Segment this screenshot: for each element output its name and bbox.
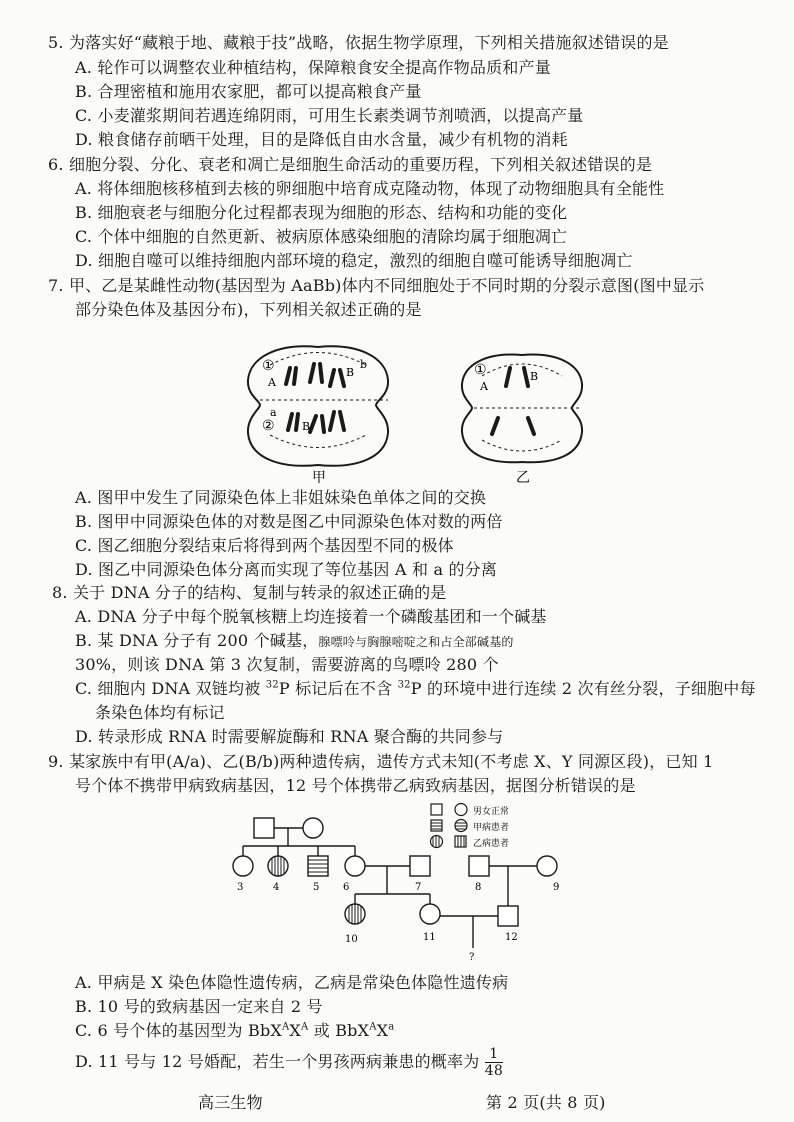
q7-cell-division-figure: [230, 330, 590, 490]
q6-option-d: D. 细胞自噬可以维持细胞内部环境的稳定，激烈的细胞自噬可能诱导细胞凋亡: [75, 251, 633, 270]
q9-d-text: D. 11 号与 12 号婚配，若生一个男孩两病兼患的概率为: [75, 1052, 480, 1071]
q7-stem-line2: 部分染色体及基因分布)，下列相关叙述正确的是: [75, 300, 422, 319]
num-4: 4: [273, 882, 280, 893]
q8-option-b-text: B. 某 DNA 分子有 200 个碱基，: [75, 631, 319, 650]
q9-c-sup4: a: [388, 1021, 395, 1033]
q9-c-part4: X: [376, 1021, 389, 1040]
pedigree-unknown-child: ?: [469, 952, 475, 963]
cell-jia-gene-b-lower: b: [360, 358, 368, 371]
num-5: 5: [313, 882, 320, 893]
cell-jia-gene-b2: B: [302, 420, 311, 433]
cell-jia-gene-b-upper: B: [346, 366, 355, 379]
q9-option-d: [75, 1046, 503, 1079]
q8-c-part2: P 标记后在不含: [278, 679, 398, 698]
q9-c-sup1: A: [282, 1021, 290, 1033]
num-10: 10: [345, 934, 358, 945]
num-7: 7: [415, 882, 422, 893]
q9-pedigree-chart: [215, 798, 575, 970]
q7-option-c: C. 图乙细胞分裂结束后将得到两个基因型不同的极体: [75, 536, 454, 555]
q8-c-part3: P 的环境中进行连续 2 次有丝分裂，子细胞中每: [410, 679, 756, 698]
q9-option-a: A. 甲病是 X 染色体隐性遗传病，乙病是常染色体隐性遗传病: [75, 973, 509, 992]
q5-option-d: D. 粮食储存前晒干处理，目的是降低自由水含量，减少有机物的消耗: [75, 130, 568, 149]
cell-jia-gene-a-upper: A: [268, 376, 276, 389]
q8-option-a: A. DNA 分子中每个脱氧核糖上均连接着一个磷酸基团和一个碱基: [75, 607, 547, 626]
q9-d-numerator: 1: [485, 1046, 503, 1063]
num-3: 3: [237, 882, 244, 893]
q8-option-c-line1: [75, 678, 756, 700]
q6-stem: 6. 细胞分裂、分化、衰老和凋亡是细胞生命活动的重要历程，下列相关叙述错误的是: [48, 155, 653, 174]
num-9: 9: [553, 882, 560, 893]
legend-normal: 男女正常: [473, 807, 510, 817]
num-11: 11: [423, 932, 436, 943]
q8-option-d: D. 转录形成 RNA 时需要解旋酶和 RNA 聚合酶的共同参与: [75, 727, 504, 746]
num-6: 6: [343, 882, 350, 893]
q9-d-fraction: [485, 1046, 503, 1079]
pedigree-legend: [431, 804, 468, 848]
q9-c-part1: C. 6 号个体的基因型为 BbX: [75, 1021, 282, 1040]
cell-jia-gene-a-lower: a: [270, 406, 277, 419]
q5-option-a: A. 轮作可以调整农业种植结构，保障粮食安全提高作物品质和产量: [75, 58, 551, 77]
cell-jia-label-1: ①: [262, 358, 275, 374]
footer-page-number: 第 2 页(共 8 页): [486, 1093, 606, 1112]
q7-option-b: B. 图甲中同源染色体的对数是图乙中同源染色体对数的两倍: [75, 512, 503, 531]
q7-option-a: A. 图甲中发生了同源染色体上非姐妹染色单体之间的交换: [75, 488, 487, 507]
q7-stem-line1: 7. 甲、乙是某雌性动物(基因型为 AaBb)体内不同细胞处于不同时期的分裂示意图(图中显示: [48, 276, 705, 295]
num-8: 8: [475, 882, 482, 893]
q6-option-b: B. 细胞衰老与细胞分化过程都表现为细胞的形态、结构和功能的变化: [75, 203, 568, 222]
q9-option-b: B. 10 号的致病基因一定来自 2 号: [75, 997, 323, 1016]
cell-yi-gene-a: A: [480, 380, 488, 393]
q6-option-c: C. 个体中细胞的自然更新、被病原体感染细胞的清除均属于细胞凋亡: [75, 227, 568, 246]
q8-option-b-small: 腺嘌呤与胸腺嘧啶之和占全部碱基的: [318, 635, 514, 649]
q5-stem: 5. 为落实好“藏粮于地、藏粮于技”战略，依据生物学原理，下列相关措施叙述错误的是: [48, 33, 669, 52]
q9-stem-line2: 号个体不携带甲病致病基因，12 号个体携带乙病致病基因，据图分析错误的是: [75, 776, 636, 795]
q8-stem: 8. 关于 DNA 分子的结构、复制与转录的叙述正确的是: [52, 583, 447, 602]
cell-yi-chromosomes: [492, 368, 534, 434]
q9-c-sup3: A: [369, 1021, 377, 1033]
num-12: 12: [505, 932, 518, 943]
q6-option-a: A. 将体细胞核移植到去核的卵细胞中培育成克隆动物，体现了动物细胞具有全能性: [75, 179, 665, 198]
cell-jia-chromosomes: [286, 364, 344, 432]
q8-c-sup1: 32: [265, 679, 279, 691]
cell-yi-gene-b: B: [530, 370, 539, 383]
cell-yi-label-1: ①: [474, 362, 487, 378]
q8-c-sup2: 32: [397, 679, 411, 691]
legend-jia: 甲病患者: [473, 823, 510, 833]
q9-c-part2: X: [289, 1021, 302, 1040]
figure-label-yi: 乙: [516, 470, 530, 486]
q9-c-part3: 或 BbX: [308, 1021, 370, 1040]
q5-option-b: B. 合理密植和施用农家肥，都可以提高粮食产量: [75, 82, 422, 101]
q7-option-d: D. 图乙中同源染色体分离而实现了等位基因 A 和 a 的分离: [75, 560, 498, 579]
q9-d-denominator: 48: [484, 1063, 503, 1079]
q8-option-c-line2: 条染色体均有标记: [95, 703, 225, 722]
figure-label-jia: 甲: [312, 470, 326, 486]
q8-option-b-line1: [75, 630, 514, 653]
q9-stem-line1: 9. 某家族中有甲(A/a)、乙(B/b)两种遗传病，遗传方式未知(不考虑 X、Y 同源区段)，已知 1: [48, 752, 714, 771]
q9-option-c: [75, 1020, 394, 1042]
footer-subject: 高三生物: [198, 1093, 263, 1112]
cell-jia-label-2: ②: [262, 418, 275, 434]
q8-option-b-line2: 30%，则该 DNA 第 3 次复制，需要游离的鸟嘌呤 280 个: [75, 655, 499, 674]
q5-option-c: C. 小麦灌浆期间若遇连绵阴雨，可用生长素类调节剂喷洒，以提高产量: [75, 106, 584, 125]
legend-yi: 乙病患者: [473, 839, 510, 849]
q8-c-part1: C. 细胞内 DNA 双链均被: [75, 679, 266, 698]
q9-c-sup2: A: [301, 1021, 309, 1033]
